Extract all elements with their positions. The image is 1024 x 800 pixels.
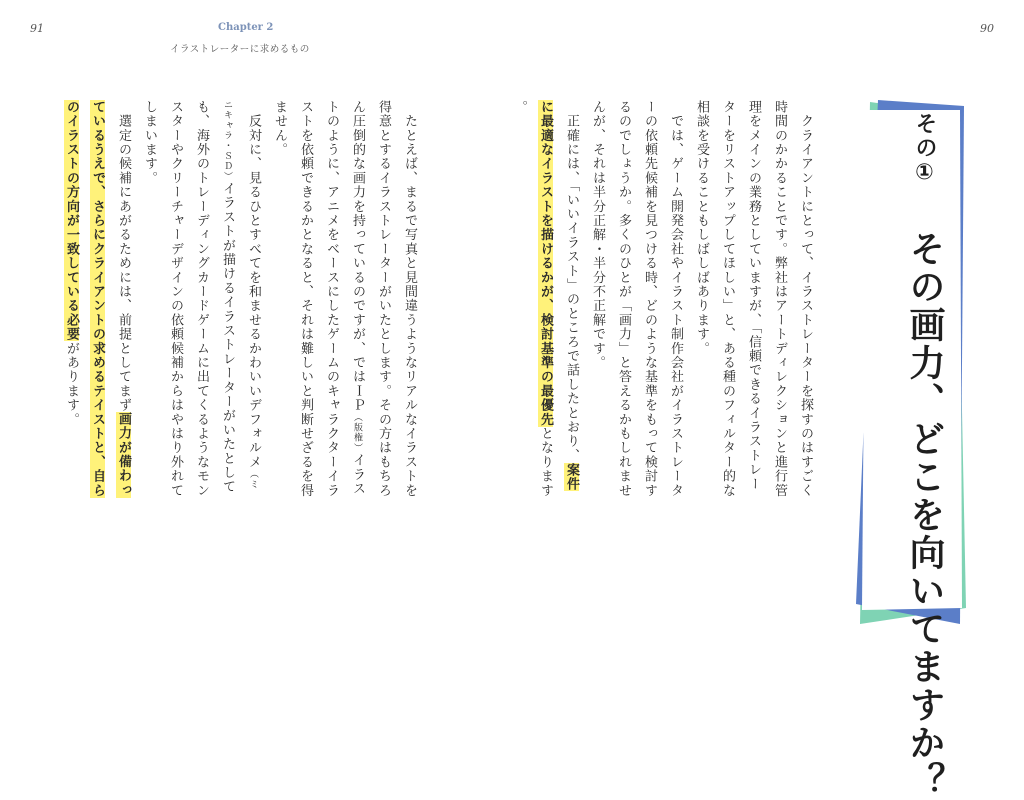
right-page-body [512, 100, 818, 660]
right-highlight: 案件 に最適なイラストを描けるかが、検討基準の最優先 [538, 100, 579, 492]
section-title [866, 112, 946, 800]
left-p1-ip: ＩＰ [350, 384, 365, 413]
page-number-left: 91 [30, 22, 44, 35]
left-p1-text-a: たとえば、まるで写真と見間違うようなリアルなイラストを 得意とするイラストレーターがいたとします。その方はもちろ ん圧倒的な画力を持っているのですが、では [350, 100, 417, 498]
left-p2-small: （ミ ニキャラ・ＳＤ） [222, 100, 258, 490]
right-p3-text-b: となります 。 [512, 100, 553, 498]
left-p1-small: （版権） [352, 412, 362, 454]
left-p3-text-a: 選定の候補にあがるためには、前提としてまず [116, 114, 131, 413]
page-number-right: 90 [980, 22, 994, 35]
right-paragraph-2: では、ゲーム開発会社やイラスト制作会社がイラストレータ ーの依頼先候補を見つける時、どのような基準をもって検討す るのでしょうか。多くのひとが「画力」と答えるかもしれませ んが、それは半分正解・半分不正解です。 [590, 100, 683, 498]
section-number: その① [912, 112, 937, 187]
section-heading: その画力、どこを向いてますか？ [904, 230, 945, 800]
left-paragraph-1 [266, 100, 422, 660]
chapter-label: Chapter 2 [218, 22, 274, 33]
left-p1-text-b: イラス トのように、アニメをベースにしたゲームのキャラクターイラ ストを依頼できるかとなると、それは難しいと判断せざるを得 ません。 [272, 100, 365, 498]
left-p2-text-b: イラストが描けるイラストレーターがいたとして も、海外のトレーディングカードゲームに出てくるようなモン スターやクリーチャーデザインの依頼候補からはやはり外れて しまいます。 [142, 100, 235, 498]
left-paragraph-2 [136, 100, 266, 660]
right-p3-text-a: 正確には、「いいイラスト」のところで話したとおり、 [564, 114, 579, 463]
left-p3-text-b: があります。 [64, 341, 79, 427]
left-paragraph-3 [58, 100, 136, 660]
right-paragraph-1: クライアントにとって、イラストレーターを探すのはすごく 時間のかかることです。弊社はアートディレクションと進行管 理をメインの業務としていますが、「信頼できるイラストレー ターをリストアップしてほしい」と、ある種のフィルター的な 相談を受けることもしばしばあります。 [694, 100, 813, 498]
left-page-body [64, 100, 422, 660]
left-p2-text-a: 反対に、見るひとすべてを和ませるかわいいデフォルメ [246, 114, 261, 470]
right-paragraph-3 [506, 100, 584, 660]
chapter-subtitle: イラストレーターに求めるもの [170, 44, 310, 55]
left-highlight: 画力が備わっ ているうえで、さらにクライアントの求めるテイストと、自ら のイラストの方向が一致している必要 [64, 100, 131, 498]
